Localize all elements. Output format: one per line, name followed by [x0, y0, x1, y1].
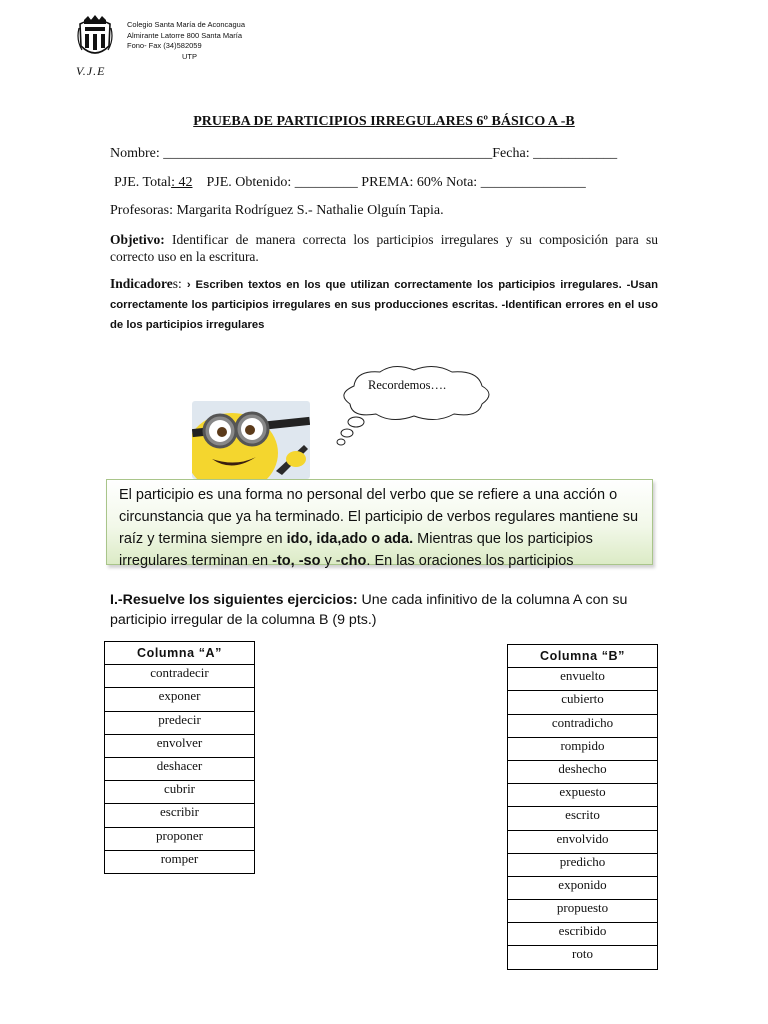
indicators-label: Indicadore [110, 276, 173, 291]
column-b-item[interactable]: roto [508, 946, 658, 969]
section-text: Une cada infinitivo de la columna A con su participio irregular de la columna B (9 pts.) [110, 592, 628, 628]
grade-label: Nota: [446, 175, 481, 190]
column-b-item[interactable]: envuelto [508, 668, 658, 691]
column-b-item[interactable]: deshecho [508, 760, 658, 783]
date-field[interactable]: ____________ [533, 146, 618, 161]
motto-initials: V.J.E [76, 64, 106, 78]
column-a-item[interactable]: contradecir [105, 665, 255, 688]
column-a-item[interactable]: romper [105, 850, 255, 873]
score-line [114, 175, 586, 191]
column-b-item[interactable]: expuesto [508, 784, 658, 807]
column-a-header: Columna “A” [105, 642, 255, 665]
info-bold-2: -to, -so [272, 553, 321, 569]
info-text-3: y - [320, 553, 341, 569]
column-b-item[interactable]: predicho [508, 853, 658, 876]
objective-text: Identificar de manera correcta los participios irregulares y su composición para su correcto uso en la escritura. [110, 232, 658, 264]
column-b-item[interactable]: escribido [508, 923, 658, 946]
obtained-score-field[interactable]: _________ [294, 175, 358, 190]
column-a-item[interactable]: predecir [105, 711, 255, 734]
cloud-text: Recordemos…. [368, 378, 447, 392]
column-a-item[interactable]: escribir [105, 804, 255, 827]
column-a-item[interactable]: exponer [105, 688, 255, 711]
section-label: I.-Resuelve los siguientes ejercicios: [110, 592, 358, 608]
total-score-value: : 42 [171, 175, 193, 190]
column-a-item[interactable]: cubrir [105, 781, 255, 804]
prema-text: PREMA: 60% [361, 175, 443, 190]
page-title: PRUEBA DE PARTICIPIOS IRREGULARES 6º BÁSICO A -B [193, 114, 575, 129]
minion-image [192, 401, 310, 479]
column-a-table [104, 641, 255, 874]
column-b-table [507, 644, 658, 970]
column-b-item[interactable]: contradicho [508, 714, 658, 737]
grade-field[interactable]: _______________ [480, 175, 586, 190]
thought-cloud [332, 364, 496, 450]
column-b-header: Columna “B” [508, 645, 658, 668]
column-b-item[interactable]: exponido [508, 876, 658, 899]
info-bold-1: ido, ida,ado o ada. [286, 531, 414, 547]
objective-paragraph [110, 231, 658, 265]
school-phone: Fono- Fax (34)582059 [127, 41, 202, 50]
school-address: Almirante Latorre 800 Santa María [127, 30, 243, 40]
name-label: Nombre: [110, 146, 164, 161]
column-a-item[interactable]: proponer [105, 827, 255, 850]
indicators-label-suffix: s: [172, 276, 187, 291]
teachers-line: Profesoras: Margarita Rodríguez S.- Nathalie Olguín Tapia. [110, 203, 444, 218]
school-info [127, 20, 245, 62]
date-label: Fecha: [492, 146, 534, 161]
school-name: Colegio Santa María de Aconcagua [127, 20, 245, 29]
info-text-2: Mientras que los participios irregulares terminan en [119, 531, 593, 569]
objective-label: Objetivo: [110, 232, 165, 247]
name-field[interactable]: _______________________________________________ [163, 146, 493, 161]
school-unit: UTP [182, 51, 197, 61]
indicators-paragraph [110, 274, 658, 335]
school-crest-logo [76, 14, 114, 62]
column-b-item[interactable]: propuesto [508, 900, 658, 923]
name-date-line [110, 146, 617, 162]
column-a-item[interactable]: deshacer [105, 757, 255, 780]
section-instruction [110, 590, 670, 630]
column-a-item[interactable]: envolver [105, 734, 255, 757]
indicators-text: › Escriben textos en los que utilizan correctamente los participios irregulares. -Usan correctamente los participios irregulares en sus producciones escritas. -Identifican errores en el uso de los participios irregulares [110, 279, 658, 331]
total-score-label: PJE. Total [114, 175, 172, 190]
info-text-1: El participio es una forma no personal del verbo que se refiere a una acción o circunstancia que ya ha terminado. El participio de verbos regulares mantiene su raíz y termina siempre en [119, 487, 639, 547]
info-text-4: . En las oraciones los participios [366, 553, 574, 569]
column-b-item[interactable]: rompido [508, 737, 658, 760]
obtained-score-label: PJE. Obtenido: [206, 175, 295, 190]
column-b-item[interactable]: envolvido [508, 830, 658, 853]
info-bold-3: cho [340, 553, 367, 569]
info-box [106, 479, 653, 569]
column-b-item[interactable]: escrito [508, 807, 658, 830]
column-b-item[interactable]: cubierto [508, 691, 658, 714]
